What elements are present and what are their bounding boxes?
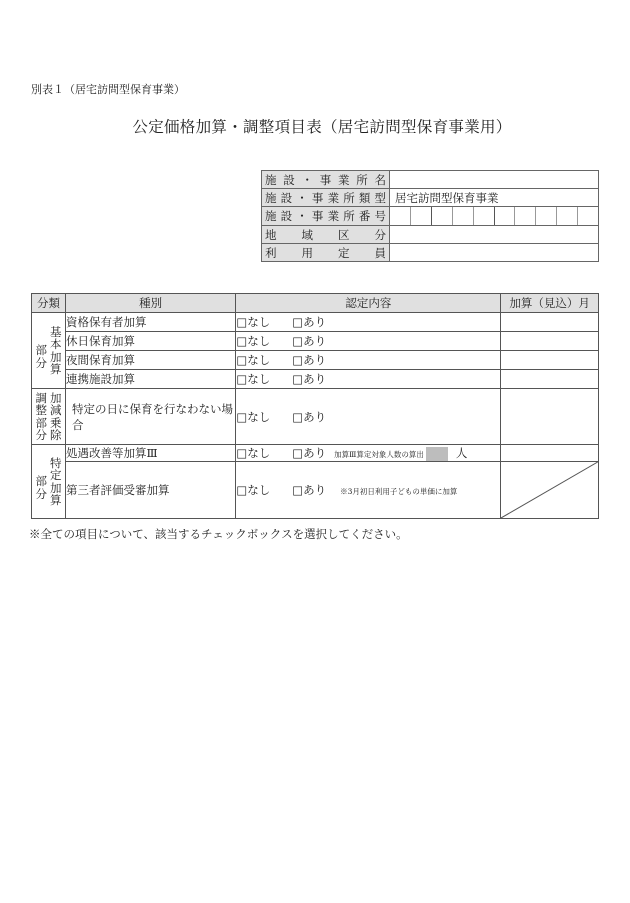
digit-cell[interactable] — [410, 207, 431, 225]
category-adjustment — [32, 389, 66, 445]
table-row — [32, 313, 599, 332]
label-char: 分 — [374, 227, 386, 242]
label-char: 施 — [265, 209, 277, 223]
table-row — [32, 332, 599, 351]
category-char: 乗 — [49, 415, 62, 430]
item-no-care-specific-day: 特定の日に保育を行なわない場合 — [65, 389, 235, 445]
item-checks — [236, 462, 501, 519]
item-treatment-improvement-3: 処遇改善等加算Ⅲ — [65, 445, 235, 462]
label-char: 地 — [265, 227, 277, 242]
category-char: 整 — [35, 403, 47, 417]
label-char: 施 — [265, 190, 277, 205]
facility-type-field[interactable]: 居宅訪問型保育事業 — [390, 189, 599, 207]
category-char: 分 — [35, 355, 47, 370]
march-note: ※3月初日利用子どもの単価に加算 — [340, 487, 458, 496]
table-row — [32, 389, 599, 445]
facility-type-label — [262, 189, 390, 207]
item-third-party-evaluation: 第三者評価受審加算 — [65, 462, 235, 519]
header-content: 認定内容 — [236, 294, 501, 313]
item-checks — [236, 332, 501, 351]
checkbox-yes[interactable]: □あり — [292, 446, 327, 460]
table-row — [32, 351, 599, 370]
category-char: 特 — [49, 455, 62, 470]
category-char: 加 — [49, 390, 62, 405]
digit-cell[interactable] — [556, 207, 577, 225]
category-char: 基 — [49, 324, 62, 339]
checkbox-yes[interactable]: □あり — [292, 372, 327, 386]
label-char: 用 — [301, 245, 313, 260]
checkbox-yes[interactable]: □あり — [292, 483, 327, 497]
label-char: 事 — [311, 190, 324, 205]
label-char: 施 — [265, 172, 277, 187]
checkbox-yes[interactable]: □あり — [292, 315, 327, 329]
category-char: 減 — [49, 403, 62, 417]
label-char: 員 — [374, 245, 386, 260]
digit-cell[interactable] — [535, 207, 556, 225]
category-char: 調 — [35, 390, 47, 405]
category-char: 除 — [49, 428, 62, 442]
capacity-field[interactable] — [390, 244, 599, 262]
item-partner-facility: 連携施設加算 — [65, 370, 235, 389]
region-class-field[interactable] — [390, 226, 599, 244]
label-char: 事 — [311, 209, 324, 223]
checkbox-none[interactable]: □なし — [236, 483, 271, 497]
item-checks — [236, 313, 501, 332]
facility-type-row — [262, 189, 599, 207]
category-char: 部 — [35, 474, 47, 488]
facility-name-label — [262, 171, 390, 189]
header-type: 種別 — [65, 294, 235, 313]
label-char: 業 — [327, 209, 340, 223]
label-char: 所 — [356, 172, 368, 187]
label-char: ・ — [301, 172, 313, 187]
form-subtitle: 別表１（居宅訪問型保育事業） — [31, 83, 185, 96]
category-char: 部 — [35, 343, 47, 357]
headcount-input[interactable] — [426, 447, 448, 461]
category-char: 分 — [35, 428, 47, 442]
digit-cell[interactable] — [494, 207, 515, 225]
category-char: 加 — [49, 349, 62, 364]
digit-cell[interactable] — [473, 207, 494, 225]
digit-cell[interactable] — [390, 207, 410, 225]
checkbox-yes[interactable]: □あり — [292, 409, 327, 424]
label-char: 型 — [374, 190, 386, 205]
facility-number-label — [262, 207, 390, 226]
diagonal-strike-icon — [501, 462, 598, 518]
facility-name-row — [262, 171, 599, 189]
facility-info-table — [261, 170, 599, 262]
header-months: 加算（見込）月 — [501, 294, 599, 313]
table-row — [32, 370, 599, 389]
label-char: 定 — [338, 245, 350, 260]
category-char: 本 — [49, 337, 62, 351]
label-char: 名 — [374, 172, 386, 187]
label-char: 所 — [343, 209, 355, 223]
label-char: 設 — [283, 172, 295, 187]
checkbox-yes[interactable]: □あり — [292, 334, 327, 348]
checkbox-none[interactable]: □なし — [236, 315, 271, 329]
label-char: 域 — [301, 227, 313, 242]
label-char: 業 — [338, 172, 350, 187]
category-char: 定 — [49, 468, 62, 482]
months-field[interactable] — [501, 370, 599, 389]
digit-cell[interactable] — [577, 207, 598, 225]
region-class-label — [262, 226, 390, 244]
table-row — [32, 462, 599, 519]
category-char: 部 — [35, 415, 47, 430]
item-checks — [236, 370, 501, 389]
headcount-note: 加算Ⅲ算定対象人数の算出 — [334, 450, 424, 459]
category-char: 分 — [35, 486, 47, 501]
label-char: 類 — [358, 190, 371, 205]
label-char: 設 — [280, 190, 293, 205]
item-night-care: 夜間保育加算 — [65, 351, 235, 370]
digit-cell[interactable] — [431, 207, 452, 225]
category-char: 算 — [49, 362, 62, 376]
table-header-row — [32, 294, 599, 313]
page-title: 公定価格加算・調整項目表（居宅訪問型保育事業用） — [132, 118, 512, 136]
checkbox-none[interactable]: □なし — [236, 334, 271, 348]
label-char: 業 — [327, 190, 340, 205]
table-row — [32, 445, 599, 462]
item-checks — [236, 351, 501, 370]
months-field[interactable] — [501, 389, 599, 445]
months-field[interactable] — [501, 351, 599, 370]
months-field-disabled — [501, 462, 599, 519]
addition-adjustment-table — [31, 293, 599, 519]
checkbox-yes[interactable]: □あり — [292, 353, 327, 367]
months-field[interactable] — [501, 332, 599, 351]
facility-name-field[interactable] — [390, 171, 599, 189]
item-holiday-care: 休日保育加算 — [65, 332, 235, 351]
label-char: 所 — [343, 190, 355, 205]
checkbox-none[interactable]: □なし — [236, 353, 271, 367]
facility-number-row — [262, 207, 599, 226]
label-char: 設 — [280, 209, 293, 223]
checkbox-none[interactable]: □なし — [236, 409, 271, 424]
label-char: ・ — [296, 209, 308, 223]
region-class-row — [262, 226, 599, 244]
facility-number-field[interactable] — [390, 207, 599, 226]
label-char: ・ — [296, 190, 308, 205]
capacity-row — [262, 244, 599, 262]
category-char: 算 — [49, 493, 62, 507]
checkbox-none[interactable]: □なし — [236, 446, 271, 460]
item-checks — [236, 445, 501, 462]
item-qualified-staff: 資格保有者加算 — [65, 313, 235, 332]
checkbox-none[interactable]: □なし — [236, 372, 271, 386]
label-char: 号 — [374, 209, 386, 223]
category-basic-addition — [32, 313, 66, 389]
months-field[interactable] — [501, 445, 599, 462]
label-char: 区 — [338, 227, 350, 242]
category-char: 加 — [49, 480, 62, 495]
digit-cell[interactable] — [452, 207, 473, 225]
label-char: 番 — [358, 209, 371, 223]
header-category: 分類 — [32, 294, 66, 313]
label-char: 事 — [319, 172, 332, 187]
months-field[interactable] — [501, 313, 599, 332]
facility-number-digit-cells[interactable] — [390, 207, 598, 225]
capacity-label — [262, 244, 390, 262]
item-checks — [236, 389, 501, 445]
label-char: 利 — [265, 245, 277, 260]
headcount-unit: 人 — [455, 446, 468, 460]
digit-cell[interactable] — [514, 207, 535, 225]
instruction-footnote: ※全ての項目について、該当するチェックボックスを選択してください。 — [29, 527, 408, 541]
category-specific-addition — [32, 445, 66, 519]
